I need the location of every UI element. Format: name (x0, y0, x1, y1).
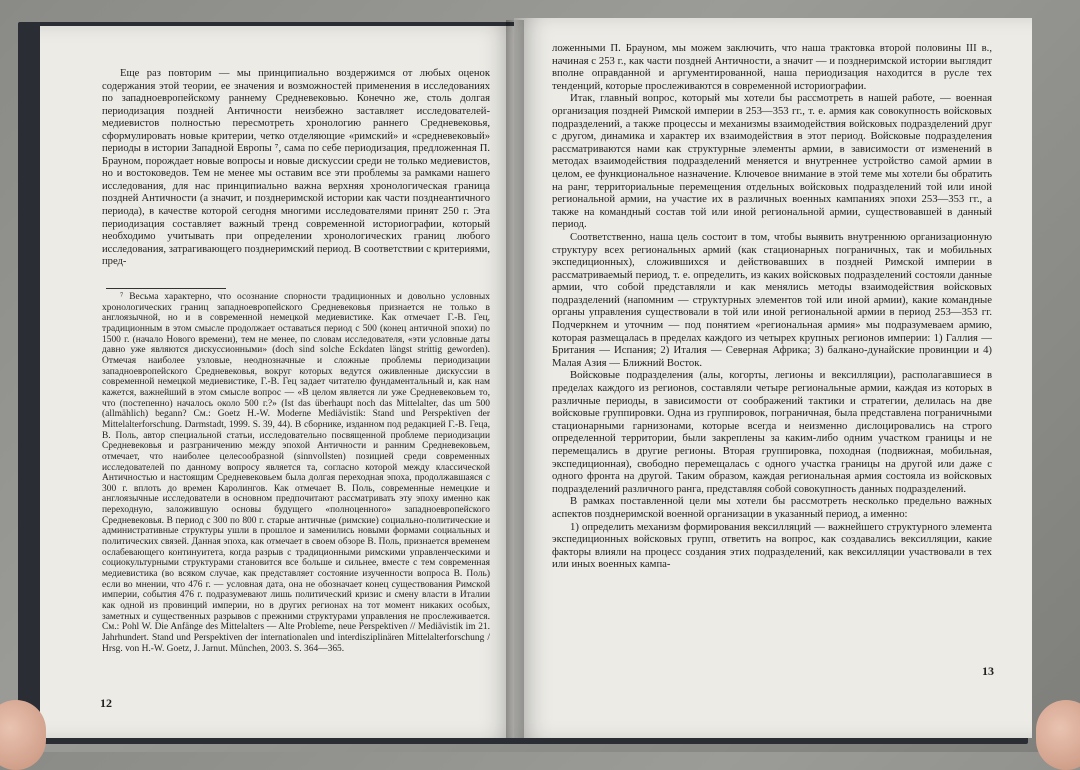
footnote (102, 292, 490, 654)
paragraph: Войсковые подразделения (алы, когорты, легионы и вексилляции), располагавшиеся в пределах каждого из регионов, составляли четыре региональные армии, каждая из которых в различные периоды, в зависимости от соображений тактики и стратегии, делилась на две войсковые группировки. Одна из группировок, пограничная, была представлена пограничными стационарными гарнизонами, которые всегда и неизменно дислоцировались на строго определенной территории, были закреплены за каким-либо одним участком границы и не перемещались в другие регионы. Вторая группировка, походная (подвижная, мобильная, экспедиционная), свободно перемещалась с одного участка границы на другой или даже с одного фронта на другой. Таким образом, каждая региональная армия состояла из войсковых подразделений различного ранга, представляя собой совокупность данных подразделений. (552, 369, 992, 495)
left-page (40, 26, 518, 738)
left-thumb (0, 700, 46, 770)
left-page-body (102, 68, 490, 269)
page-number: 12 (100, 696, 112, 710)
paragraph: 1) определить механизм формирования вексилляций — важнейшего структурного элемента экспедиционных войсковых групп, ответить на вопрос, как создавались вексилляции, какие факторы влияли на процесс создания этих подразделений, как вексилляции участвовали в тех или иных военных кампа- (552, 520, 992, 571)
page-number: 13 (982, 664, 994, 678)
paragraph: Итак, главный вопрос, который мы хотели бы рассмотреть в нашей работе, — военная организация поздней Римской империи в 253—353 гг., т. е. армия как совокупность войсковых подразделений, а также процессы и механизмы взаимодействия войсковых подразделений друг с другом, динамика и характер их взаимодействия в этот период. Войсковые подразделения рассматриваются нами как структурные элементы армии, в зависимости от изменений в методах взаимодействия подразделений меняется и внутреннее устройство самой армии в целом, ее функциональное назначение. Ключевое внимание в этой теме мы хотели бы обратить на ранг, территориальные перемещения отдельных войсковых подразделений той или иной региональной армии, на участие их в различных военных кампаниях эпохи 253—353 гг., а также на командный состав той или иной региональной армии, существовавшей в данный период. (552, 92, 992, 231)
right-page (514, 18, 1032, 738)
paragraph: Еще раз повторим — мы принципиально воздержимся от любых оценок содержания этой теории, ее значения и возможностей применения в исследованиях по западноевропейскому раннему Средневековью. Конечно же, столь долгая периодизация поздней Античности неизбежно заставляет исследователей-медиевистов полностью пересмотреть хронологию раннего Средневековья, сформулировать новые критерии, четко отделяющие «римский» и «средневековый» периоды в истории Западной Европы ⁷, сама по себе периодизация, предложенная П. Брауном, порождает новые вопросы и новые дискуссии среди не только медиевистов, но и востоковедов. Тем не менее мы оставим все эти проблемы за рамками нашего исследования, для нас принципиально важна верхняя хронологическая граница поздней Античности (а значит, и позднеримской истории как части позднеантичного периода), в качестве которой сегодня многими исследователями принят 250 г. Эта периодизация составляет важный тренд современной историографии, который необходимо учитывать при определении хронологических границ любого исследования, затрагивающего позднеримский период. В соответствии с критериями, пред- (102, 68, 490, 268)
footnote-rule (106, 288, 226, 289)
footnote-text: ⁷ Весьма характерно, что осознание спорности традиционных и довольно условных хронологических границ западноевропейского Средневековья признается не только в англоязычной, но и в современной немецкой медиевистике. Как отмечает Г.-В. Гец, традиционным в этом смысле продолжает оставаться период с 500 (конец античной эпохи) по 1500 г. (начало Нового времени), тем не менее, по словам исследователя, «эти условные даты давно уже являются дискуссионными» (doch sind solche Eckdaten längst strittig geworden). Отмечая наиболее узловые, неоднозначные и сложные проблемы периодизации западноевропейского Средневековья, вокруг которых ведутся оживленные дискуссии в современной немецкой медиевистике, Г.-В. Гец задает читателю фундаментальный и, как нам кажется, важнейший в этом смысле вопрос — «В целом является ли уже Средневековьем то, что (постепенно) началось около 500 г.?» (Ist das überhaupt noch das Mittelalter, das um 500 (allmählich) begann? См.: Goetz H.-W. Moderne Mediävistik: Stand und Perspektiven der Mittelalterforschung. Darmstadt, 1999. S. 39, 44). В сборнике, изданном под редакцией Г.-В. Геца, В. Поль, автор специальной статьи, исследовательно посвященной проблеме периодизации Средневековья и разграничению между эпохой Античности и ранним Средневековьем, отмечает, что наиболее целесообразной (sinnvollsten) позицией среди современных исследователей по данному вопросу является та, согласно которой между классической Античностью и настоящим Средневековьем была долгая переходная эпоха, продолжавшаяся с 300 г. вплоть до времен Каролингов. Как отмечает В. Поль, современные немецкие и англоязычные исследователи в основном предпочитают рассматривать эту эпоху именно как переходную, заложившую основы будущего «полноценного» западноевропейского Средневековья. В период с 300 по 800 г. старые античные (римские) социально-политические и административные структуры ушли в прошлое и заменились новыми формами социальных и политических связей. Данная эпоха, как отмечает в своем обзоре В. Поль, признается временем ослабевающего континуитета, когда разрыв с традиционными римскими управленческими и социокультурными структурами становится все больше и сильнее, вместе с тем современная медиевистика (во всяком случае, как представляет состояние изученности вопроса В. Поль) если во мнении, что 476 г. — условная дата, она не обозначает конец существования Римской империи, события 476 г. подразумевают лишь политический кризис и смену власти в Италии как одной из провинций империи, но в других регионах на тот момент никаких особых, заметных и существенных разрывов с прежними структурами управления не прослеживается. См.: Pohl W. Die Anfänge des Mittelalters — Alte Probleme, neue Perspektiven // Mediävistik im 21. Jahrhundert. Stand und Perspektiven der internationalen und interdisziplinären Mittelalterforschung / Hrsg. von H.-W. Goetz, J. Jarnut. München, 2003. S. 364—365. (102, 292, 490, 654)
paragraph: ложенными П. Брауном, мы можем заключить, что наша трактовка второй половины III в., начиная с 253 г., как части поздней Античности, а значит — и позднеримской истории выглядит вполне оправданной и аргументированной, наша периодизация находится в русле тех тенденций, которые прослеживаются в современной историографии. (552, 42, 992, 92)
right-thumb (1036, 700, 1080, 770)
paragraph: В рамках поставленной цели мы хотели бы рассмотреть несколько предельно важных аспектов позднеримской военной организации в указанный период, а именно: (552, 495, 992, 520)
book-gutter (506, 20, 524, 738)
paragraph: Соответственно, наша цель состоит в том, чтобы выявить внутреннюю организационную структуру всех региональных армий (как стационарных пограничных, так и мобильных экспедиционных), сложившихся и действовавших в поздней Римской империи в рассматриваемый период, т. е. определить, из каких войсковых подразделений состояли данные армии, что собой представляли и как менялись методы взаимодействия войсковых подразделений (напомним — структурных элементов той или иной армии), какие командные органы управления существовали в той или иной региональной армии в период 253—353 гг. Подчеркнем и уточним — под понятием «региональная армия» мы подразумеваем армию, которая размещалась в пределах каждого из четырех крупных регионов империи: 1) Галлия — Британия — Испания; 2) Италия — Северная Африка; 3) балкано-дунайские провинции и 4) Малая Азия — Ближний Восток. (552, 230, 992, 369)
right-page-body (552, 42, 992, 571)
